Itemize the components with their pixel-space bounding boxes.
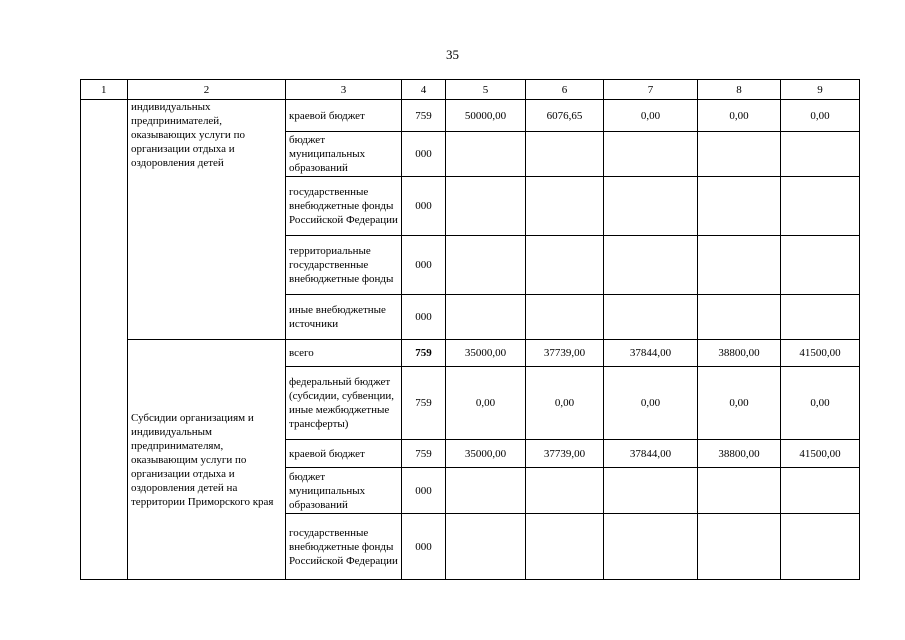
value-cell: 0,00 xyxy=(604,367,698,440)
value-cell: 41500,00 xyxy=(781,340,860,367)
table-row xyxy=(81,100,860,132)
code-cell: 759 xyxy=(402,367,446,440)
funding-source-cell: бюджет муниципальных образований xyxy=(286,132,402,177)
code-cell: 000 xyxy=(402,295,446,340)
value-cell: 37844,00 xyxy=(604,440,698,468)
value-cell xyxy=(604,132,698,177)
column-header-5: 5 xyxy=(446,80,526,100)
funding-source-cell: территориальные государственные внебюджетные фонды xyxy=(286,236,402,295)
value-cell: 0,00 xyxy=(446,367,526,440)
value-cell xyxy=(781,236,860,295)
funding-source-cell: краевой бюджет xyxy=(286,100,402,132)
column-header-2: 2 xyxy=(128,80,286,100)
value-cell: 0,00 xyxy=(526,367,604,440)
funding-source-cell: бюджет муниципальных образований xyxy=(286,468,402,514)
value-cell: 37739,00 xyxy=(526,340,604,367)
value-cell xyxy=(604,177,698,236)
value-cell xyxy=(526,295,604,340)
code-cell: 759 xyxy=(402,340,446,367)
value-cell: 0,00 xyxy=(698,100,781,132)
value-cell xyxy=(698,468,781,514)
column-header-3: 3 xyxy=(286,80,402,100)
measure-name-cell: индивидуальных предпринимателей, оказывающих услуги по организации отдыха и оздоровления детей xyxy=(128,100,286,340)
value-cell xyxy=(698,295,781,340)
code-cell: 000 xyxy=(402,468,446,514)
funding-source-cell: иные внебюджетные источники xyxy=(286,295,402,340)
value-cell xyxy=(446,468,526,514)
funding-source-cell: краевой бюджет xyxy=(286,440,402,468)
code-cell: 759 xyxy=(402,100,446,132)
value-cell: 38800,00 xyxy=(698,340,781,367)
funding-source-cell: федеральный бюджет (субсидии, субвенции, иные межбюджетные трансферты) xyxy=(286,367,402,440)
value-cell: 37844,00 xyxy=(604,340,698,367)
code-cell: 000 xyxy=(402,514,446,580)
value-cell xyxy=(698,236,781,295)
value-cell xyxy=(781,132,860,177)
empty-index-cell xyxy=(81,100,128,580)
value-cell: 38800,00 xyxy=(698,440,781,468)
value-cell: 0,00 xyxy=(604,100,698,132)
funding-source-cell: государственные внебюджетные фонды Российской Федерации xyxy=(286,514,402,580)
code-cell: 000 xyxy=(402,236,446,295)
value-cell: 0,00 xyxy=(781,367,860,440)
value-cell: 0,00 xyxy=(698,367,781,440)
value-cell xyxy=(604,468,698,514)
header-row xyxy=(81,80,860,100)
column-header-7: 7 xyxy=(604,80,698,100)
value-cell xyxy=(604,236,698,295)
value-cell: 41500,00 xyxy=(781,440,860,468)
column-header-9: 9 xyxy=(781,80,860,100)
measure-name-cell: Субсидии организациям и индивидуальным предпринимателям, оказывающим услуги по организации отдыха и оздоровления детей на территории Приморского края xyxy=(128,340,286,580)
value-cell xyxy=(446,177,526,236)
code-cell: 000 xyxy=(402,132,446,177)
value-cell xyxy=(446,132,526,177)
code-cell: 759 xyxy=(402,440,446,468)
value-cell: 6076,65 xyxy=(526,100,604,132)
value-cell xyxy=(446,295,526,340)
table-row xyxy=(81,340,860,367)
column-header-4: 4 xyxy=(402,80,446,100)
value-cell xyxy=(446,514,526,580)
value-cell: 37739,00 xyxy=(526,440,604,468)
value-cell xyxy=(698,132,781,177)
column-header-1: 1 xyxy=(81,80,128,100)
value-cell xyxy=(698,177,781,236)
value-cell: 0,00 xyxy=(781,100,860,132)
column-header-8: 8 xyxy=(698,80,781,100)
value-cell xyxy=(526,468,604,514)
value-cell xyxy=(526,514,604,580)
column-header-6: 6 xyxy=(526,80,604,100)
value-cell xyxy=(604,295,698,340)
code-cell: 000 xyxy=(402,177,446,236)
value-cell xyxy=(781,468,860,514)
value-cell xyxy=(604,514,698,580)
funding-source-cell: всего xyxy=(286,340,402,367)
funding-source-cell: государственные внебюджетные фонды Российской Федерации xyxy=(286,177,402,236)
value-cell: 50000,00 xyxy=(446,100,526,132)
value-cell xyxy=(526,132,604,177)
value-cell xyxy=(698,514,781,580)
value-cell xyxy=(781,295,860,340)
value-cell xyxy=(526,177,604,236)
value-cell xyxy=(781,177,860,236)
value-cell: 35000,00 xyxy=(446,340,526,367)
value-cell xyxy=(526,236,604,295)
value-cell: 35000,00 xyxy=(446,440,526,468)
value-cell xyxy=(781,514,860,580)
page-number: 35 xyxy=(446,47,459,62)
value-cell xyxy=(446,236,526,295)
budget-table xyxy=(80,79,860,580)
